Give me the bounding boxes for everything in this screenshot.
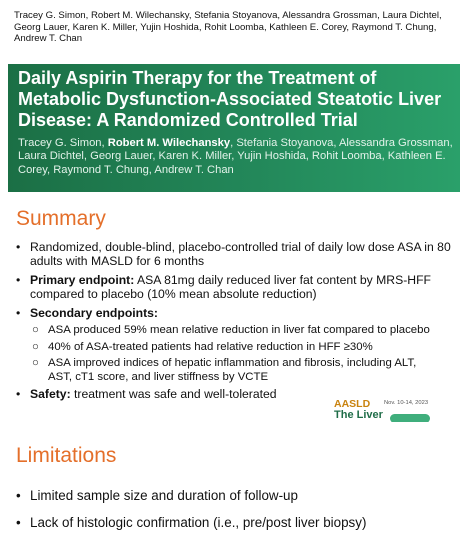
list-item <box>16 488 456 504</box>
item-text: ASA improved indices of hepatic inflammation and fibrosis, including ALT, AST, cT1 score, and liver stiffness by VCTE <box>48 357 417 383</box>
logo-graphic <box>390 414 430 422</box>
item-text: Lack of histologic confirmation (i.e., pre/post liver biopsy) <box>30 515 367 530</box>
bullet-icon: • <box>16 515 21 530</box>
presenting-author: Robert M. Wilechansky <box>107 137 231 149</box>
item-text: ASA produced 59% mean relative reduction in liver fat compared to placebo <box>48 324 430 337</box>
item-text: Randomized, double-blind, placebo-controlled trial of daily low dose ASA in 80 adults with MASLD for 6 months <box>30 240 451 269</box>
list-item <box>32 324 437 338</box>
item-label: Safety: <box>30 387 71 402</box>
item-text: ASA 81mg daily reduced liver fat content by MRS-HFF compared to placebo (10% mean absolute reduction) <box>30 272 431 302</box>
bullet-icon: • <box>16 305 21 320</box>
list-item <box>16 515 456 531</box>
list-item <box>32 357 437 384</box>
limitations-list <box>16 488 456 542</box>
limitations-heading: Limitations <box>16 444 117 467</box>
banner-author-list <box>18 137 458 177</box>
logo-date: Nov. 10-14, 2023 <box>384 400 429 406</box>
item-label: Primary endpoint: <box>30 272 135 287</box>
paper-title: Daily Aspirin Therapy for the Treatment of Metabolic Dysfunction-Associated Steatotic Liver Disease: A Randomized Controlled Trial <box>18 68 442 130</box>
bullet-icon: • <box>16 488 21 503</box>
secondary-endpoint-list <box>16 324 456 384</box>
hollow-bullet-icon: ○ <box>32 357 39 370</box>
hollow-bullet-icon: ○ <box>32 340 39 353</box>
logo-brand: AASLD <box>334 398 371 410</box>
top-author-list: Tracey G. Simon, Robert M. Wilechansky, Stefania Stoyanova, Alessandra Grossman, Laura Dichtel, Georg Lauer, Karen K. Miller, Yujin Hoshida, Rohit Loomba, Kathleen E. Corey, Raymond T. Chung, Andrew T. Chan <box>14 10 442 44</box>
list-item <box>16 273 456 302</box>
list-item <box>16 240 456 269</box>
item-text: 40% of ASA-treated patients had relative reduction in HFF ≥30% <box>48 340 373 353</box>
bullet-icon: • <box>16 387 21 402</box>
title-banner <box>8 64 460 192</box>
list-item <box>32 341 437 355</box>
item-text: treatment was safe and well-tolerated <box>70 387 277 402</box>
summary-list <box>16 240 456 406</box>
logo-word: The Liver <box>334 409 383 421</box>
item-text: Limited sample size and duration of follow-up <box>30 488 298 503</box>
bullet-icon: • <box>16 240 21 254</box>
bullet-icon: • <box>16 272 21 287</box>
aasld-logo <box>330 398 460 422</box>
list-item <box>16 306 456 320</box>
author-plain: , Stefania Stoyanova, Alessandra Grossman, Laura Dichtel, Georg Lauer, Karen K. Miller, Yujin Hoshida, Rohit Loomba, Kathleen E. Corey, Raymond T. Chung, Andrew T. Chan <box>18 137 453 176</box>
summary-heading: Summary <box>16 207 106 230</box>
hollow-bullet-icon: ○ <box>32 324 39 337</box>
item-label: Secondary endpoints: <box>30 305 158 320</box>
author-plain: Tracey G. Simon, <box>18 137 108 149</box>
